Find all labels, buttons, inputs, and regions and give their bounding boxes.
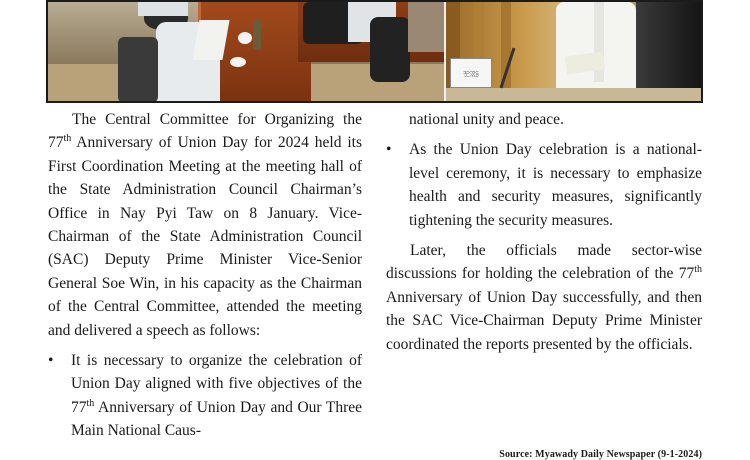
- right-column: [386, 108, 702, 356]
- nameplate: ဒုဥက္ကဋ္ဌ: [450, 58, 492, 88]
- bullet-item-celebration-objectives: • It is necessary to organize the celebration of Union Day aligned with five objectives of the 77th Anniversary of Union Day and Our Three Main National Caus-: [48, 349, 362, 443]
- source-citation: Source: Myawady Daily Newspaper (9-1-2024): [499, 449, 702, 460]
- meeting-photo-strip: [46, 0, 703, 103]
- closing-paragraph: Later, the officials made sector-wise discussions for holding the celebration of the 77th Anniversary of Union Day successfully, and then the SAC Vice-Chairman Deputy Prime Minister coordinated the reports presented by the officials.: [386, 242, 702, 353]
- meeting-hall-photo: [48, 2, 445, 103]
- left-column: [48, 108, 362, 443]
- intro-paragraph: The Central Committee for Organizing the 77th Anniversary of Union Day for 2024 held its First Coordination Meeting at the meeting hall of the State Administration Council Chairman’s Office in Nay Pyi Taw on 8 January. Vice-Chairman of the State Administration Council (SAC) Deputy Prime Minister Vice-Senior General Soe Win, in his capacity as the Chairman of the Central Committee, attended the meeting and delivered a speech as follows:: [48, 111, 362, 339]
- speaker-photo: [446, 2, 701, 103]
- bullet-item-security-measures: • As the Union Day celebration is a national-level ceremony, it is necessary to emphasize health and security measures, significantly tightening the security measures.: [386, 138, 702, 232]
- bullet-icon: •: [386, 141, 392, 159]
- bullet-continuation: national unity and peace.: [409, 111, 564, 128]
- bullet-icon: •: [48, 352, 54, 370]
